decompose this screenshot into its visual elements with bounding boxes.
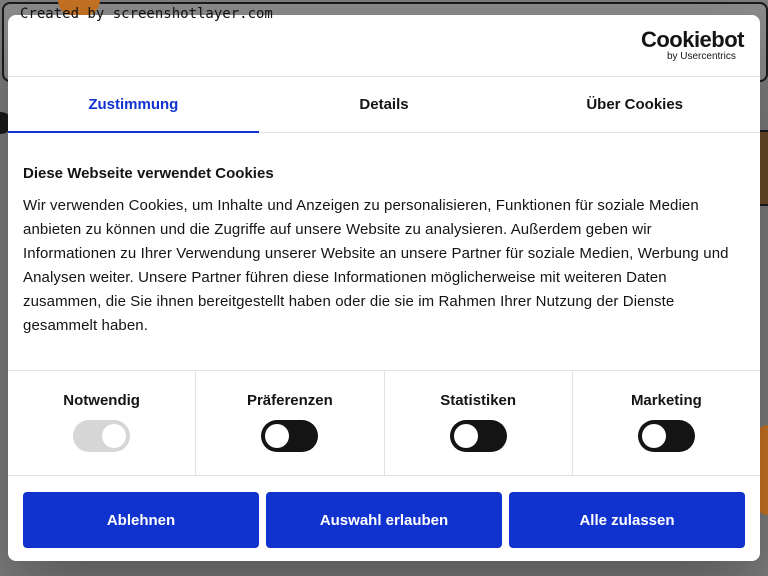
decline-button[interactable]: Ablehnen [23,492,259,548]
statistiken-switch[interactable] [450,420,507,452]
toggle-label: Statistiken [440,392,517,409]
cookie-consent-dialog [8,15,760,561]
toggle-cell-notwendig [8,371,196,475]
allow-all-button[interactable]: Alle zulassen [509,492,745,548]
notwendig-switch [73,420,130,452]
toggle-label: Notwendig [63,392,140,409]
switch-knob [642,424,666,448]
switch-knob [265,424,289,448]
toggle-label: Marketing [630,392,702,409]
toggle-cell-praeferenzen [196,371,384,475]
tab-zustimmung[interactable]: Zustimmung [8,77,259,132]
cookiebot-logo [641,29,744,62]
button-row [8,476,760,561]
logo-main-text: Cookiebot [640,27,744,52]
tab-details[interactable]: Details [359,96,409,113]
praeferenzen-switch[interactable] [261,420,318,452]
tab-ueber-cookies[interactable]: Über Cookies [586,96,684,113]
marketing-switch[interactable] [638,420,695,452]
toggle-label: Präferenzen [246,392,333,409]
toggle-cell-statistiken [385,371,573,475]
switch-knob [454,424,478,448]
consent-content [8,133,760,370]
consent-toggles [8,370,760,476]
toggle-cell-marketing [573,371,760,475]
switch-knob [102,424,126,448]
tab-bar [8,77,760,133]
watermark-text: Created by screenshotlayer.com [20,6,273,22]
content-title: Diese Webseite verwendet Cookies [23,165,274,182]
content-body: Wir verwenden Cookies, um Inhalte und Anzeigen zu personalisieren, Funktionen für soziale Medien anbieten zu können und die Zugriffe auf unsere Website zu analysieren. Außerdem geben wir Informationen zu Ihrer Verwendung unserer Website an unsere Partner für soziale Medien, Werbung und Analysen weiter. Unsere Partner führen diese Informationen möglicherweise mit weiteren Daten zusammen, die Sie ihnen bereitgestellt haben oder die sie im Rahmen Ihrer Nutzung der Dienste gesammelt haben. [23,197,729,334]
logo-sub-text: by Usercentrics [666,51,736,62]
dialog-header [8,15,760,77]
allow-selection-button[interactable]: Auswahl erlauben [266,492,502,548]
